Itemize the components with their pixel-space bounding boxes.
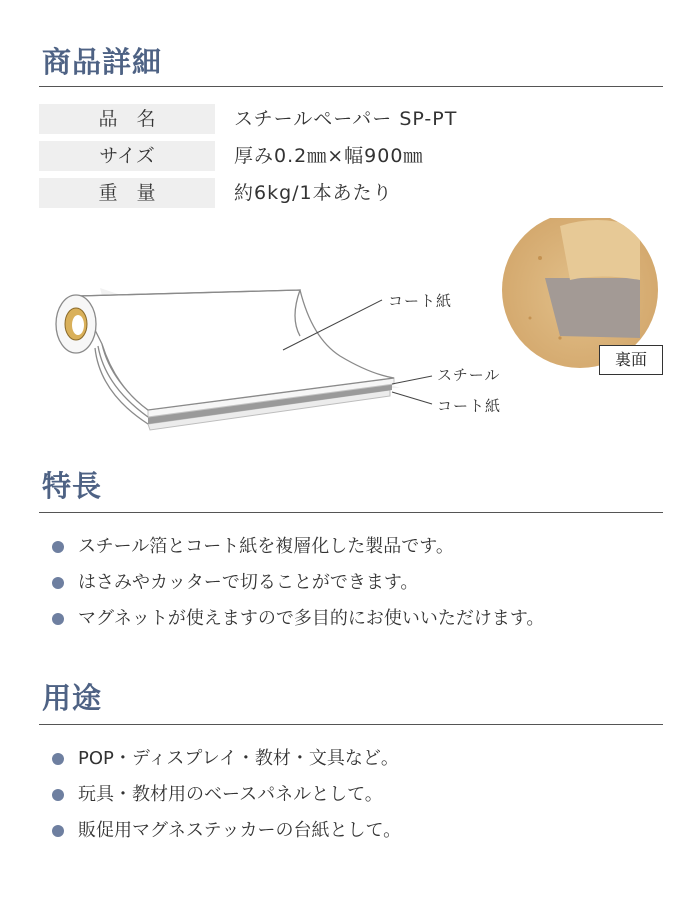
label-coat-paper-bottom: コート紙 (437, 397, 502, 415)
list-item (50, 529, 544, 565)
feature-text: マグネットが使えますので多目的にお使いいただけます。 (78, 608, 545, 629)
peeled-paper-flap (560, 220, 640, 280)
bullet-dot-icon (52, 825, 64, 837)
spec-value-weight: 約6kg/1本あたり (234, 182, 393, 204)
bullet-dot-icon (52, 577, 64, 589)
bullet-dot-icon (52, 613, 64, 625)
roll-diagram (0, 218, 700, 458)
leader-line-steel (392, 376, 432, 384)
uses-list (50, 741, 401, 849)
bullet-dot-icon (52, 789, 64, 801)
leader-line-coat-bottom (392, 392, 432, 404)
use-text: 販促用マグネステッカーの台紙として。 (78, 820, 402, 841)
spec-label-size: サイズ (39, 141, 215, 171)
label-steel: スチール (437, 366, 501, 384)
list-item (50, 741, 401, 777)
list-item (50, 777, 401, 813)
list-item (50, 565, 544, 601)
label-coat-paper-top: コート紙 (388, 292, 453, 310)
list-item (50, 813, 401, 849)
features-title: 特長 (42, 469, 103, 503)
use-text: POP・ディスプレイ・教材・文具など。 (78, 748, 399, 769)
uses-title: 用途 (42, 681, 103, 715)
spec-label-weight: 重 量 (39, 178, 215, 208)
spec-row-name (39, 104, 663, 134)
spec-value-name: スチールペーパー SP-PT (234, 108, 458, 130)
spec-label-name: 品 名 (39, 104, 215, 134)
features-list (50, 529, 544, 637)
roll-core-hole (72, 315, 84, 335)
bullet-dot-icon (52, 753, 64, 765)
details-title: 商品詳細 (42, 45, 163, 79)
uses-divider (39, 724, 663, 725)
back-side-badge: 裏面 (599, 345, 663, 375)
spec-value-size: 厚み0.2㎜×幅900㎜ (234, 145, 424, 167)
spec-row-size (39, 141, 663, 171)
list-item (50, 601, 544, 637)
feature-text: はさみやカッターで切ることができます。 (78, 572, 419, 593)
feature-text: スチール箔とコート紙を複層化した製品です。 (78, 536, 454, 557)
spec-row-weight (39, 178, 663, 208)
bullet-dot-icon (52, 541, 64, 553)
details-divider (39, 86, 663, 87)
features-divider (39, 512, 663, 513)
use-text: 玩具・教材用のベースパネルとして。 (78, 784, 383, 805)
steel-back-surface (545, 278, 640, 338)
